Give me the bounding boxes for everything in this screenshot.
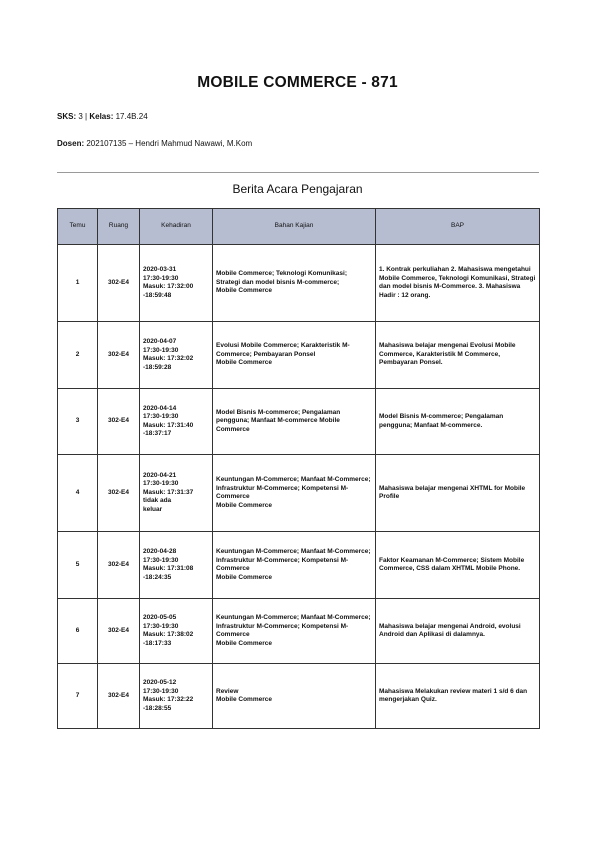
cell-bahan-kajian: Mobile Commerce; Teknologi Komunikasi; Strategi dan model bisnis M-commerce; Mobile Commerce: [213, 245, 376, 322]
section-title: Berita Acara Pengajaran: [232, 182, 363, 196]
cell-ruang: 302-E4: [98, 599, 140, 664]
bap-table: [57, 208, 540, 729]
cell-bap: Mahasiswa Melakukan review materi 1 s/d 6 dan mengerjakan Quiz.: [376, 664, 540, 729]
table-row: [58, 245, 540, 322]
cell-ruang: 302-E4: [98, 322, 140, 389]
table-row: [58, 532, 540, 599]
col-header-temu: Temu: [58, 209, 98, 245]
cell-temu: 2: [58, 322, 98, 389]
col-header-ruang: Ruang: [98, 209, 140, 245]
cell-kehadiran: 2020-05-12 17:30-19:30 Masuk: 17:32:22 -18:28:55: [140, 664, 213, 729]
table-header-row: [58, 209, 540, 245]
cell-temu: 6: [58, 599, 98, 664]
col-header-bap: BAP: [376, 209, 540, 245]
cell-kehadiran: 2020-05-05 17:30-19:30 Masuk: 17:38:02 -18:17:33: [140, 599, 213, 664]
cell-bahan-kajian: Evolusi Mobile Commerce; Karakteristik M-Commerce; Pembayaran Ponsel Mobile Commerce: [213, 322, 376, 389]
cell-bap: Model Bisnis M-commerce; Pengalaman pengguna; Manfaat M-commerce.: [376, 389, 540, 455]
cell-temu: 5: [58, 532, 98, 599]
cell-kehadiran: 2020-04-28 17:30-19:30 Masuk: 17:31:08 -18:24:35: [140, 532, 213, 599]
cell-bahan-kajian: Keuntungan M-Commerce; Manfaat M-Commerce; Infrastruktur M-Commerce; Kompetensi M-Commerce Mobile Commerce: [213, 455, 376, 532]
table-row: [58, 599, 540, 664]
document-title: MOBILE COMMERCE - 871: [197, 74, 398, 91]
cell-temu: 4: [58, 455, 98, 532]
cell-ruang: 302-E4: [98, 664, 140, 729]
cell-kehadiran: 2020-04-21 17:30-19:30 Masuk: 17:31:37 tidak ada keluar: [140, 455, 213, 532]
cell-bap: Mahasiswa belajar mengenai XHTML for Mobile Profile: [376, 455, 540, 532]
separator: |: [85, 112, 88, 121]
course-info: [57, 112, 148, 121]
cell-bap: Mahasiswa belajar mengenai Evolusi Mobile Commerce, Karakteristik M Commerce, Pembayaran Ponsel.: [376, 322, 540, 389]
cell-temu: 3: [58, 389, 98, 455]
divider: [57, 172, 539, 173]
cell-bap: Faktor Keamanan M-Commerce; Sistem Mobile Commerce, CSS dalam XHTML Mobile Phone.: [376, 532, 540, 599]
cell-temu: 7: [58, 664, 98, 729]
cell-ruang: 302-E4: [98, 455, 140, 532]
lecturer-info: [57, 139, 252, 148]
kelas-value: 17.4B.24: [115, 112, 148, 121]
cell-ruang: 302-E4: [98, 389, 140, 455]
col-header-bahan-kajian: Bahan Kajian: [213, 209, 376, 245]
table-row: [58, 664, 540, 729]
col-header-kehadiran: Kehadiran: [140, 209, 213, 245]
bap-table-container: [57, 208, 540, 736]
sks-value: 3: [78, 112, 83, 121]
table-row: [58, 389, 540, 455]
dosen-label: Dosen:: [57, 139, 85, 148]
cell-bahan-kajian: Model Bisnis M-commerce; Pengalaman pengguna; Manfaat M-commerce Mobile Commerce: [213, 389, 376, 455]
cell-bahan-kajian: Keuntungan M-Commerce; Manfaat M-Commerce; Infrastruktur M-Commerce; Kompetensi M-Commerce Mobile Commerce: [213, 599, 376, 664]
dosen-value: 202107135 – Hendri Mahmud Nawawi, M.Kom: [86, 139, 253, 148]
table-row: [58, 455, 540, 532]
cell-bap: 1. Kontrak perkuliahan 2. Mahasiswa mengetahui Mobile Commerce, Teknologi Komunikasi, Strategi dan model bisnis M-Commerce. 3. Mahasiswa Hadir : 12 orang.: [376, 245, 540, 322]
table-row: [58, 322, 540, 389]
cell-bahan-kajian: Review Mobile Commerce: [213, 664, 376, 729]
cell-ruang: 302-E4: [98, 532, 140, 599]
cell-bahan-kajian: Keuntungan M-Commerce; Manfaat M-Commerce; Infrastruktur M-Commerce; Kompetensi M-Commerce Mobile Commerce: [213, 532, 376, 599]
cell-kehadiran: 2020-03-31 17:30-19:30 Masuk: 17:32:00 -18:59:48: [140, 245, 213, 322]
cell-kehadiran: 2020-04-14 17:30-19:30 Masuk: 17:31:40 -18:37:17: [140, 389, 213, 455]
cell-bap: Mahasiswa belajar mengenai Android, evolusi Android dan Aplikasi di dalamnya.: [376, 599, 540, 664]
sks-label: SKS:: [57, 112, 77, 121]
kelas-label: Kelas:: [89, 112, 114, 121]
cell-kehadiran: 2020-04-07 17:30-19:30 Masuk: 17:32:02 -18:59:28: [140, 322, 213, 389]
cell-ruang: 302-E4: [98, 245, 140, 322]
cell-temu: 1: [58, 245, 98, 322]
